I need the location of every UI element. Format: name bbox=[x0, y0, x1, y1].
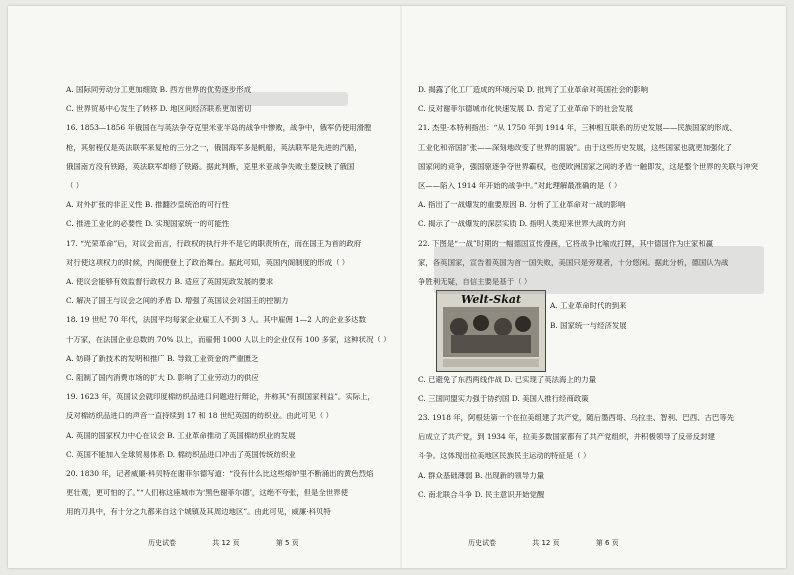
text-line: 17. “光荣革命”后，对议会而言，行政权的执行并不是它的职责所在，而在国王为首的政府 bbox=[66, 239, 362, 248]
text-line: A. 国际同劳动分工更加细致 B. 西方世界的优势逐步形成 bbox=[66, 86, 252, 94]
text-line: C. 揭示了一战爆发的深层实质 D. 指明人类迎来世界大战的方向 bbox=[418, 220, 626, 229]
scan-shadow bbox=[434, 246, 764, 294]
text-line: 斗争。这体现出拉美地区民族民主运动的特征是（ ） bbox=[418, 452, 591, 461]
text-line: 16. 1853—1856 年俄国在与英法争夺克里米亚半岛的战争中惨败，战争中，俄军仍使用滑膛 bbox=[66, 124, 372, 133]
text-line: 23. 1918 年，阿根廷第一个在拉美组建了共产党，随后墨西哥、乌拉圭、智利、巴西、古巴等先 bbox=[418, 414, 735, 422]
text-line: A. 英国的国家权力中心在议会 B. 工业革命推动了英国棉纺织业的发展 bbox=[66, 431, 296, 440]
text-line: 争胜利无疑，自信主要是基于（ ） bbox=[418, 278, 532, 286]
text-line: 区——陷入 1914 年开始的战争中。”对此理解最准确的是（ ） bbox=[418, 182, 622, 190]
text-line: 家，各英国家，宣告着英国为首一国失败，美国只是旁观者，十分悠闲。据此分析，德国认为战 bbox=[418, 258, 729, 267]
text-line: 工业化和帝国扩张——深刻地改变了世界的面貌”。由于这些历史发展，这些国家也就更加强化了 bbox=[418, 143, 733, 152]
text-line: A. 妨碍了新技术的发明和推广 B. 导致工业资金的严重匮乏 bbox=[66, 354, 259, 363]
text-line: 更壮观，更可怕的了。”“人们称这座城市为‘黑色谢菲尔德’，这绝不夸张，但是全世界使 bbox=[66, 489, 349, 498]
text-line: 21. 杰里·本特利指出：“从 1750 年到 1914 年，三种相互联系的历史发展——民族国家的形成、 bbox=[418, 124, 737, 133]
text-line: A. 对外扩张的非正义性 B. 推翻沙皇统治的可行性 bbox=[66, 201, 229, 210]
exam-sheet bbox=[8, 6, 786, 568]
scan-shadow bbox=[198, 92, 348, 106]
text-line: （ ） bbox=[66, 182, 84, 190]
text-line: C. 三国同盟实力强于协约国 D. 美国人推行经商政策 bbox=[418, 395, 589, 403]
footer-subject: 历史试卷 bbox=[468, 539, 496, 547]
text-line: C. 阻制了国内消费市场的扩大 D. 影响了工业劳动力的供应 bbox=[66, 374, 259, 382]
text-line: A. 群众基础薄弱 B. 出现新的领导力量 bbox=[418, 471, 544, 480]
welt-skat-cartoon bbox=[436, 290, 546, 372]
text-line: 国家间的竞争，强国驱逐争夺世界霸权，也使欧洲国家之间的矛盾一触即发，这是整个世界的关联与冲突 bbox=[418, 162, 758, 171]
text-line: A. 指出了一战爆发的重要原因 B. 分析了工业革命对一战的影响 bbox=[418, 201, 626, 210]
cartoon-illustration bbox=[437, 291, 545, 371]
text-line: A. 使议会能够有效监督行政权力 B. 适应了英国宪政发展的要求 bbox=[66, 278, 274, 286]
text-line: 十万家，在法国企业总数的 70% 以上，而雇佣 1000 人以上的企业仅有 100 多家，这种状况（ ） bbox=[66, 335, 391, 344]
footer-total-pages: 共 12 页 bbox=[212, 539, 240, 547]
footer-page-number: 第 6 页 bbox=[595, 539, 619, 547]
text-line: A. 工业革命时代的到来 bbox=[550, 302, 627, 310]
text-line: B. 国家统一与经济发展 bbox=[550, 322, 627, 330]
text-line: 22. 下图是“一战”时期的一幅德国宣传漫画，它将战争比喻成打牌，其中德国作为庄家和赢 bbox=[418, 239, 714, 248]
cartoon-title: Welt-Skat bbox=[460, 293, 522, 306]
text-line: C. 推进工业化的必要性 D. 实现国家统一的可能性 bbox=[66, 220, 230, 229]
text-line: 20. 1830 年，记者威廉·科贝特在谢菲尔德写道：“没有什么比这些熔炉里不断涌出的黄色烈焰 bbox=[66, 470, 374, 478]
footer-subject: 历史试卷 bbox=[148, 539, 176, 547]
text-line: 俄国南方没有铁路，英法联军却修了铁路。据此判断，克里米亚战争失败主要反映了俄国 bbox=[66, 162, 355, 171]
text-line: 枪，其射程仅是英法联军来复枪的三分之一，俄国海军多是帆船，英法联军是先进的汽船， bbox=[66, 143, 362, 152]
text-line: C. 世界贸易中心发生了转移 D. 地区间经济联系更加密切 bbox=[66, 105, 252, 114]
text-line: 后成立了共产党，到 1934 年，拉美多数国家都有了共产党组织，并积极领导了反帝反封建 bbox=[418, 433, 715, 442]
text-line: 对行使这项权力的时候，内阁便登上了政治舞台。据此可知，英国内阁制度的形成（ ） bbox=[66, 258, 350, 267]
text-line: 19. 1623 年，英国议会就印度棉纺织品进口问题进行辩论，并称其“有损国家利益”。实际上， bbox=[66, 393, 375, 402]
text-line: C. 英国不能加入全球贸易体系 D. 棉纺织品进口冲击了英国传统纺织业 bbox=[66, 450, 296, 459]
footer-right bbox=[468, 538, 653, 548]
text-line: C. 解决了国王与议会之间的矛盾 D. 增强了英国议会对国王的控制力 bbox=[66, 297, 289, 306]
footer-total-pages: 共 12 页 bbox=[532, 539, 560, 547]
footer-left bbox=[148, 538, 333, 548]
text-line: 18. 19 世纪 70 年代，法国平均每家企业雇工人不到 3 人。其中雇佣 1—2 人的企业多达数 bbox=[66, 316, 366, 325]
footer-page-number: 第 5 页 bbox=[275, 539, 299, 547]
text-line: 用的刀具中，有十分之九都来自这个城镇及其周边地区”。由此可见，威廉·科贝特 bbox=[66, 508, 331, 517]
text-line: C. 已避免了东西两线作战 D. 已实现了英法海上的力量 bbox=[418, 376, 597, 384]
text-line: 反对棉纺织品进口的声音一直持续到 17 和 18 世纪英国的纺织业。由此可见（ ） bbox=[66, 412, 334, 421]
text-line: C. 南北联合斗争 D. 民主意识开始觉醒 bbox=[418, 490, 545, 499]
text-line: D. 揭露了化工厂造成的环境污染 D. 批判了工业革命对英国社会的影响 bbox=[418, 86, 649, 94]
text-line: C. 反对谢菲尔德城市化快速发展 D. 肯定了工业革命下的社会发展 bbox=[418, 105, 633, 114]
